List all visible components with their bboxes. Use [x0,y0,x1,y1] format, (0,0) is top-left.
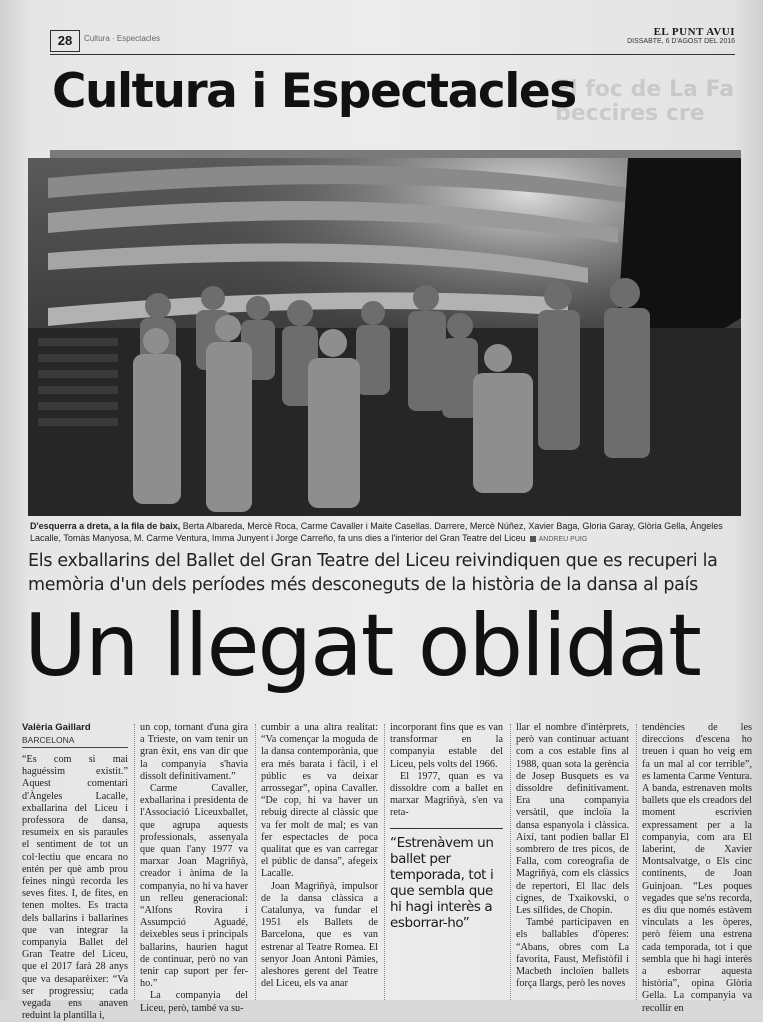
paragraph: cumbir a una altra realitat: “Va començar la moguda de la dansa contemporània, que era més barata i fàcil, i el públic es va deixar arrossegar”, opina Cavaller. “De cop, hi va haver un rebuig directe al clàssic que va fer molt de mal; es van fer espectacles de poca qualitat que es van carregar el públic de dansa”, afegeix Lacalle. [261,722,378,880]
author-name: Valèria Gaillard [22,722,91,733]
photo-caption [30,520,740,546]
column-6 [642,722,752,1015]
photo-credit: ANDREU PUIG [538,536,588,543]
header-rule [50,54,735,55]
article-body [0,722,763,1022]
section-title: Cultura i Espectacles [52,64,576,119]
bleed-through-text: El foc de La Fa beccires cre [555,77,735,126]
column-divider [510,724,511,1000]
article-headline: Un llegat oblidat [24,596,700,696]
paragraph: un cop, tornant d'una gira a Trieste, on vam tenir un gran èxit, ens van dir que la companyia s'havia dissolt definitivament.” [140,722,248,782]
column-4 [390,722,503,939]
paragraph: Joan Magriñyà, impulsor de la dansa clàssica a Catalunya, va fundar el 1951 els Ballets de Barcelona, que es van estrenar al Teatre Romea. El senyor Joan Antoni Pàmies, aleshores gerent del Teatre del Liceu, els va anar [261,880,378,990]
column-divider [134,724,135,1000]
column-2 [140,722,248,1015]
caption-lead: D'esquerra a dreta, a la fila de baix, [30,521,181,531]
caption-body: Berta Albareda, Mercè Roca, Carme Cavaller i Maite Casellas. Darrere, Mercè Núñez, Xavier Baga, Gloria Garay, Glòria Gella, Àngeles Lacalle, Tomàs Manyosa, M. Carme Ventura, Imma Junyent i Jorge Carreño, fa uns dies a l'interior del Gran Teatre del Liceu [30,521,723,543]
paragraph: “Es com si mai haguéssim existit.” Aquest comentari d'Àngeles Lacalle, exballarina del Liceu i professora de dansa, resumeix en sis paraules el sentiment de tot un col·lectiu que encara no entén per què amb prou feines ningú recorda les seves fites. I, de fites, en tenen moltes. Es tracta dels ballarins i ballarines que van integrar la companyia Ballet del Gran Teatre del Liceu, que el 2017 farà 28 anys que va desaparèixer: “Va ser progressiu; cada vegada ens anaven reduint la plantilla i, [22,754,128,1022]
paragraph: tendències de les direccions d'escena ho treuen i quan ho veig em fa un mal al cor terrible”, es lamenta Carme Ventura. A banda, estrenaven molts ballets que els creadors del moment escrivien expressament per a la companyia, com ara El laberint, de Xavier Montsalvatge, o Els cinc continents, de Joan Guinjoan. “Les poques vegades que se'ns recorda, es diu que només estàvem vinculats a les òperes, però fèiem una estrena cada temporada, tot i que sembla que hi hagi interès a esborrar aquesta història”, opina Glòria Gella. La companyia va recollir en [642,722,752,1014]
paragraph: llar el nombre d'intèrprets, però van continuar actuant com a cos estable fins al 1988, quan sota la gerència de Josep Busquets es va dissoldre definitivament. Era una companyia versàtil, que incloïa la dansa espanyola i clàssica. Així, tant podien ballar El sombrero de tres picos, de Falla, com coreografia de Magriñyà, com els clàssics de repertori, El llac dels cignes, de Txaikovski, o Les sílfides, de Chopin. [516,722,629,917]
paragraph: La companyia del Liceu, però, també va su- [140,990,248,1014]
section-rule [50,150,741,158]
pull-quote: “Estrenàvem un ballet per temporada, tot i que sembla que hi hagi interès a esborrar-ho” [390,828,503,931]
section-tag: Cultura · Espectacles [84,34,161,43]
column-divider [384,724,385,1000]
issue-date: DISSABTE, 6 D'AGOST DEL 2016 [627,38,735,45]
camera-icon [530,536,536,542]
column-5 [516,722,629,990]
paragraph: El 1977, quan es va dissoldre com a ballet en marxar Magriñyà, s'en va reta- [390,770,503,819]
paragraph: incorporant fins que es van transformar en la companyia estable del Liceu, pels volts del 1966. [390,722,503,770]
column-divider [255,724,256,1000]
column-divider [636,724,637,1000]
group-photo [28,158,741,516]
paragraph: Carme Cavaller, exballarina i presidenta de l'Associació Liceuxballet, que agrupa aquests professionals, assenyala que quan l'any 1977 va marxar Joan Magriñyà, creador i ànima de la companyia, no hi va haver un relleu generacional: “Alfons Rovira i Assumpció Aguadé, deixebles seus i principals ballarins, haurien hagut de continuar, però no van tenir cap suport per fer-ho.” [140,783,248,990]
column-3 [261,722,378,990]
page-number: 28 [50,30,80,52]
column-1 [22,722,128,1022]
masthead [627,26,735,45]
newspaper-name: EL PUNT AVUI [653,26,735,38]
article-subhead: Els exballarins del Ballet del Gran Teatre del Liceu reivindiquen que es recuperi la memòria d'un dels períodes més desconeguts de la història de la dansa al país [28,551,718,595]
paragraph: També participaven en els ballables d'òperes: “Abans, obres com La favorita, Faust, Mefistòfil i Macbeth incloïen ballets força llargs, però les noves [516,917,629,990]
dateline: BARCELONA [22,734,128,748]
theatre-photo-illustration [28,158,741,516]
